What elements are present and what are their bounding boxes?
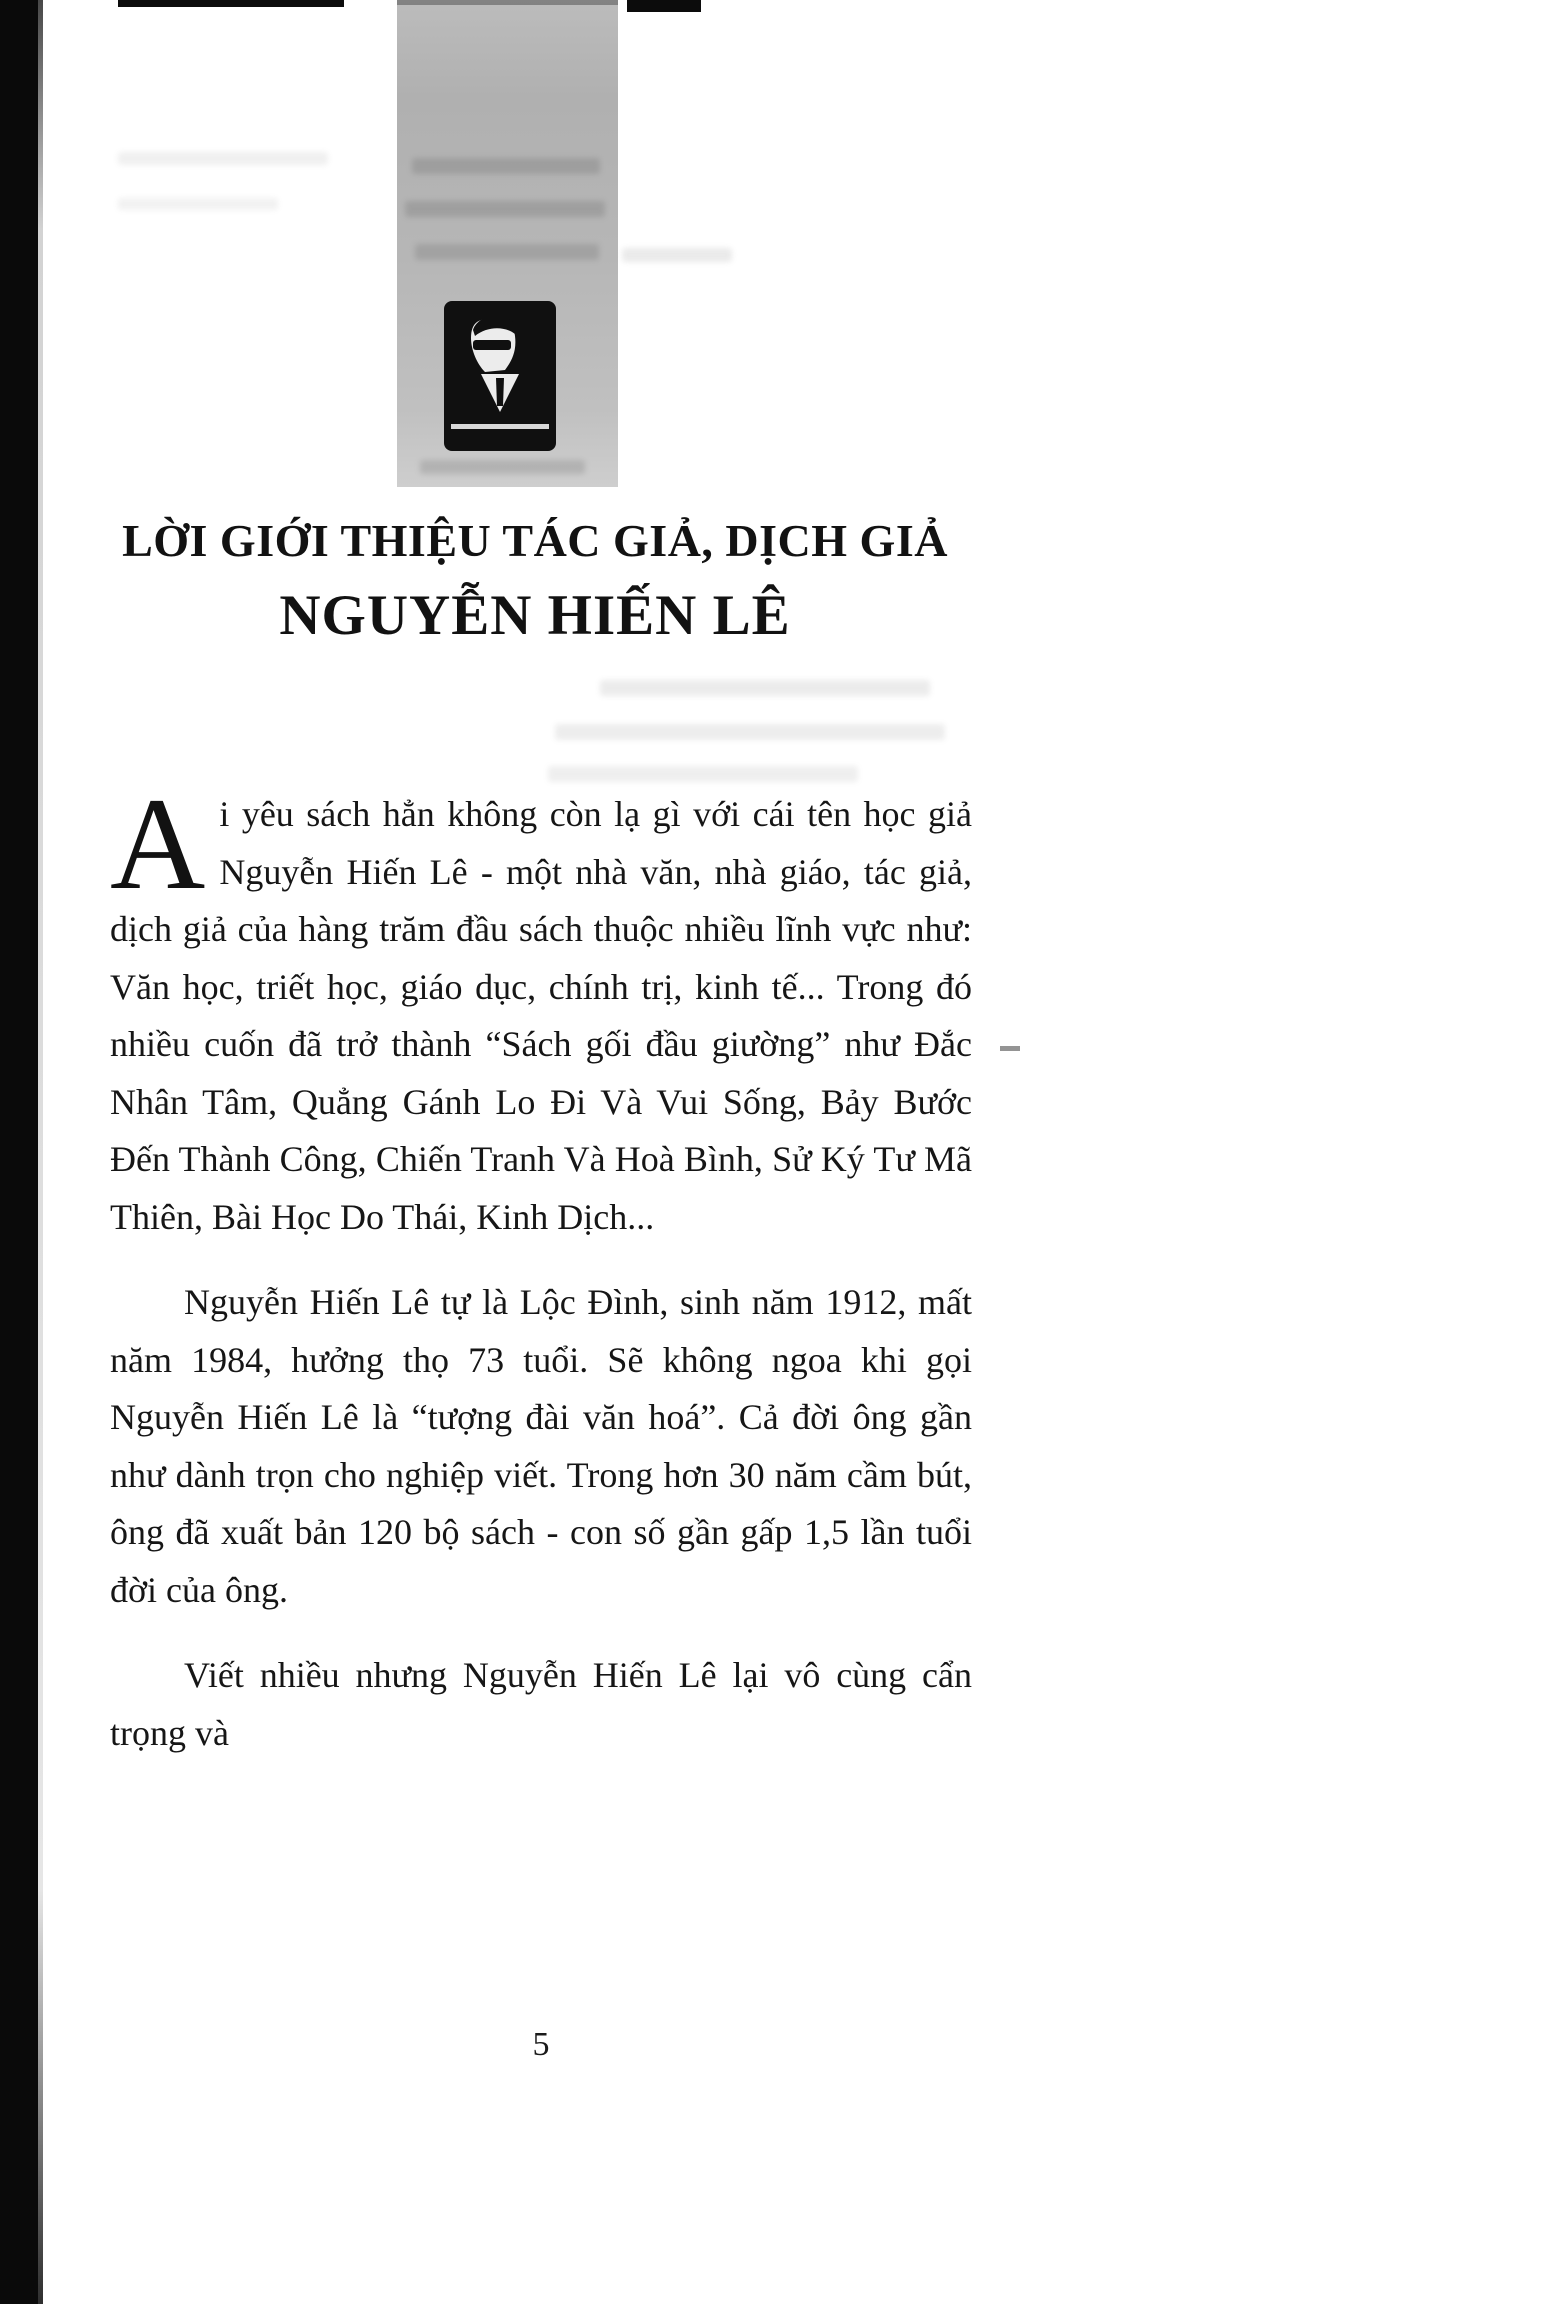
scan-top-mark — [627, 0, 701, 12]
bleedthrough-mark — [118, 152, 328, 165]
bleedthrough-mark — [415, 244, 599, 260]
bleedthrough-mark — [412, 158, 600, 174]
bleedthrough-mark — [548, 766, 858, 782]
paragraph-3: Viết nhiều nhưng Nguyễn Hiến Lê lại vô cùng cẩn trọng và — [110, 1655, 972, 1753]
bleedthrough-mark — [420, 460, 585, 474]
drop-cap: A — [110, 770, 206, 917]
scan-black-edge — [0, 0, 38, 2304]
page-number: 5 — [532, 2026, 550, 2063]
scan-top-mark — [118, 0, 344, 7]
body-text-block — [110, 770, 972, 1790]
bleedthrough-mark — [405, 201, 605, 217]
bleedthrough-mark — [622, 248, 732, 262]
page-title-line1: LỜI GIỚI THIỆU TÁC GIẢ, DỊCH GIẢ — [122, 515, 948, 566]
bleedthrough-mark — [600, 680, 930, 696]
paragraph-1-text: i yêu sách hẳn không còn lạ gì với cái tên học giả Nguyễn Hiến Lê - một nhà văn, nhà giáo, tác giả, dịch giả của hàng trăm đầu sách thuộc nhiều lĩnh vực như: Văn học, triết học, giáo dục, chính trị, kinh tế... Trong đó nhiều cuốn đã trở thành “Sách gối đầu giường” như Đắc Nhân Tâm, Quẳng Gánh Lo Đi Và Vui Sống, Bảy Bước Đến Thành Công, Chiến Tranh Và Hoà Bình, Sử Ký Tư Mã Thiên, Bài Học Do Thái, Kinh Dịch... — [110, 794, 972, 1237]
page-title-line2: NGUYỄN HIẾN LÊ — [279, 584, 791, 647]
paragraph-2: Nguyễn Hiến Lê tự là Lộc Đình, sinh năm 1912, mất năm 1984, hưởng thọ 73 tuổi. Sẽ không ngoa khi gọi Nguyễn Hiến Lê là “tượng đài văn hoá”. Cả đời ông gần như dành trọn cho nghiệp viết. Trong hơn 30 năm cầm bút, ông đã xuất bản 120 bộ sách - con số gần gấp 1,5 lần tuổi đời của ông. — [110, 1282, 972, 1610]
bleedthrough-mark — [555, 724, 945, 740]
publisher-logo — [443, 300, 557, 452]
chapter-title-block — [60, 514, 1010, 648]
scan-dash-artifact — [1000, 1046, 1020, 1051]
portrait-book-emblem-icon — [443, 300, 557, 452]
paragraph-1 — [110, 770, 972, 1246]
bleedthrough-mark — [118, 198, 278, 210]
